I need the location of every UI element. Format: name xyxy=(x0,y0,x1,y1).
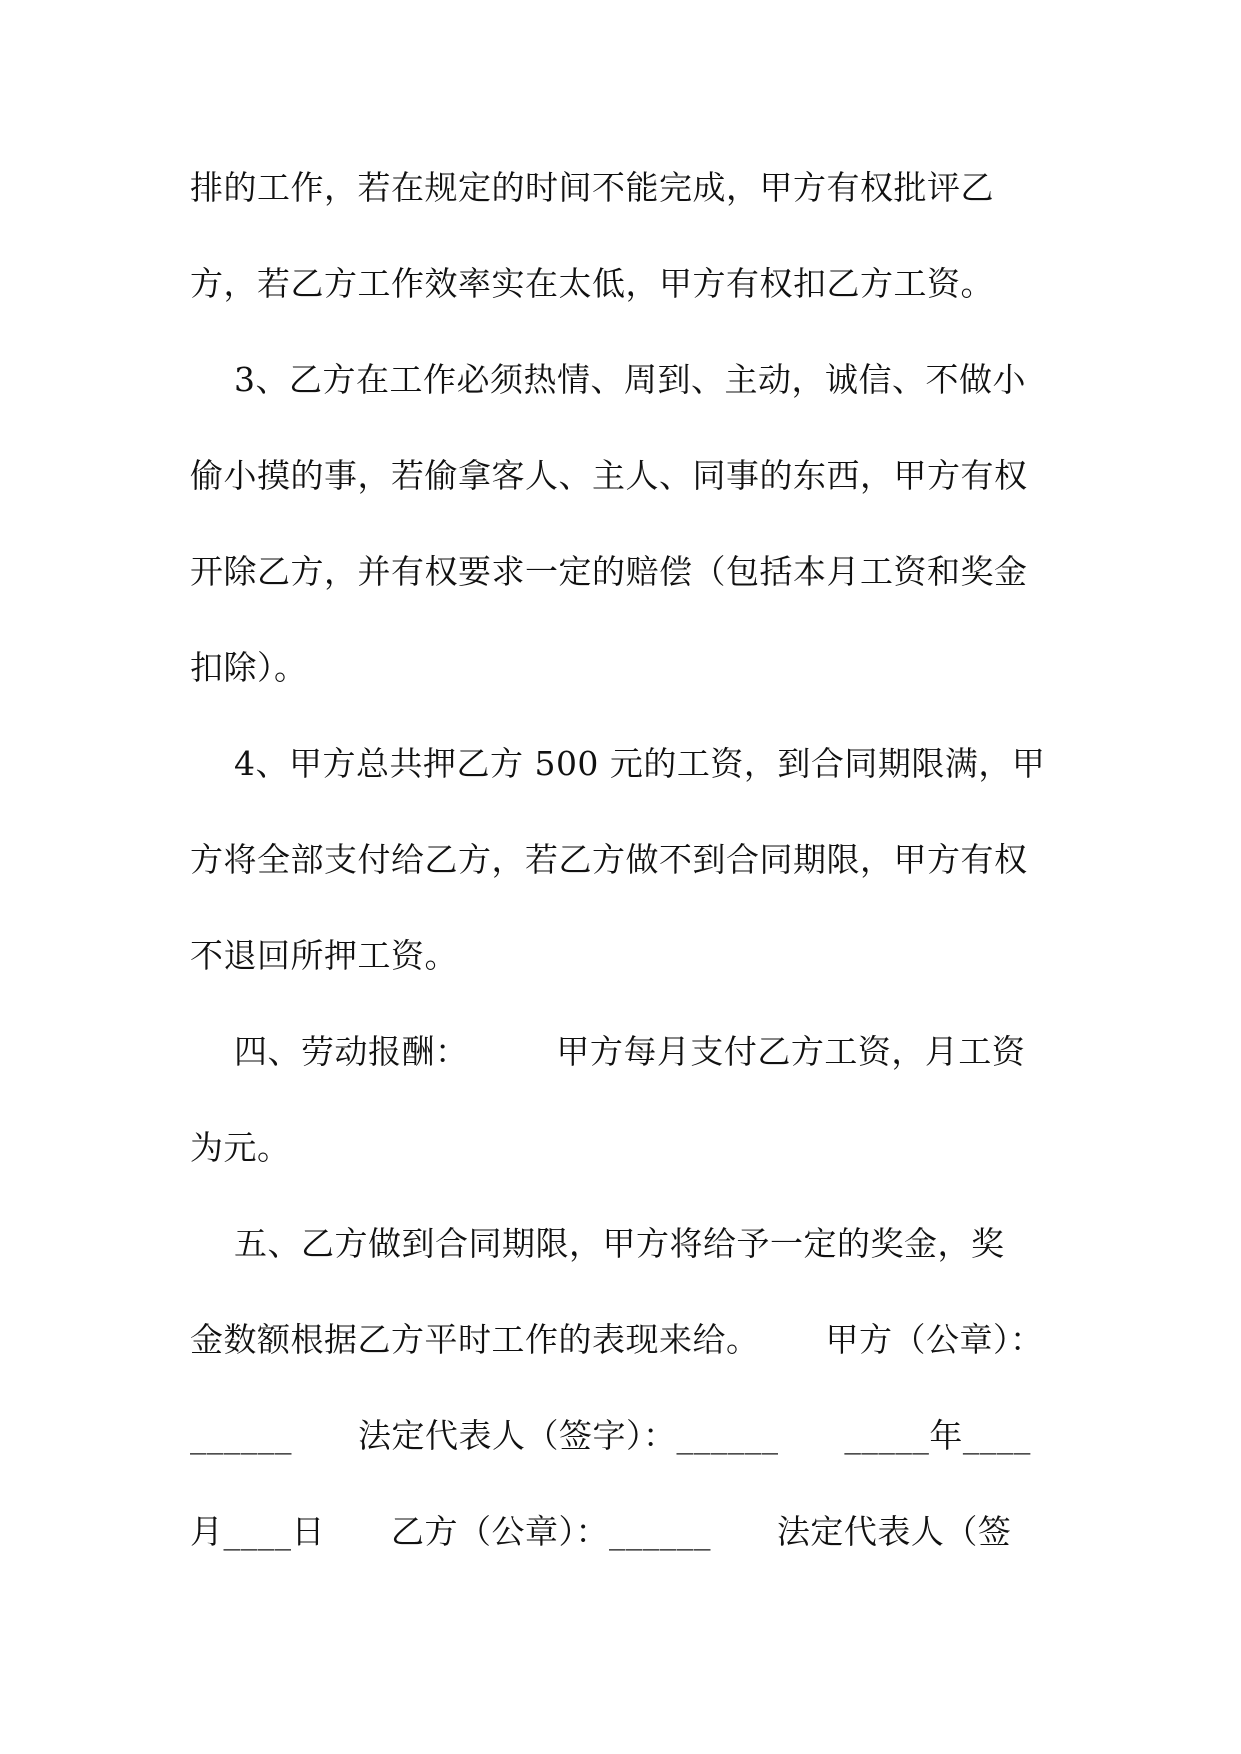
text-line-6: 扣除）。 xyxy=(190,648,308,687)
text-line-5: 开除乙方，并有权要求一定的赔偿（包括本月工资和奖金 xyxy=(190,552,1028,591)
text-line-7: 4、甲方总共押乙方 500 元的工资，到合同期限满，甲 xyxy=(190,744,1046,783)
text-line-13: 金数额根据乙方平时工作的表现来给。 甲方（公章）： xyxy=(190,1320,1044,1359)
text-line-11: 为元。 xyxy=(190,1128,291,1167)
text-line-14: ______ 法定代表人（签字）：______ _____年____ xyxy=(190,1416,1031,1455)
text-line-9: 不退回所押工资。 xyxy=(190,936,458,975)
text-line-10: 四、劳动报酬： 甲方每月支付乙方工资，月工资 xyxy=(190,1032,1026,1071)
text-line-2: 方，若乙方工作效率实在太低，甲方有权扣乙方工资。 xyxy=(190,264,994,303)
text-line-12: 五、乙方做到合同期限，甲方将给予一定的奖金，奖 xyxy=(190,1224,1005,1263)
text-line-3: 3、乙方在工作必须热情、周到、主动，诚信、不做小 xyxy=(190,360,1026,399)
text-line-1: 排的工作，若在规定的时间不能完成，甲方有权批评乙 xyxy=(190,168,994,207)
text-line-8: 方将全部支付给乙方，若乙方做不到合同期限，甲方有权 xyxy=(190,840,1028,879)
text-line-4: 偷小摸的事，若偷拿客人、主人、同事的东西，甲方有权 xyxy=(190,456,1028,495)
text-line-15: 月____日 乙方（公章）：______ 法定代表人（签 xyxy=(190,1512,1012,1551)
